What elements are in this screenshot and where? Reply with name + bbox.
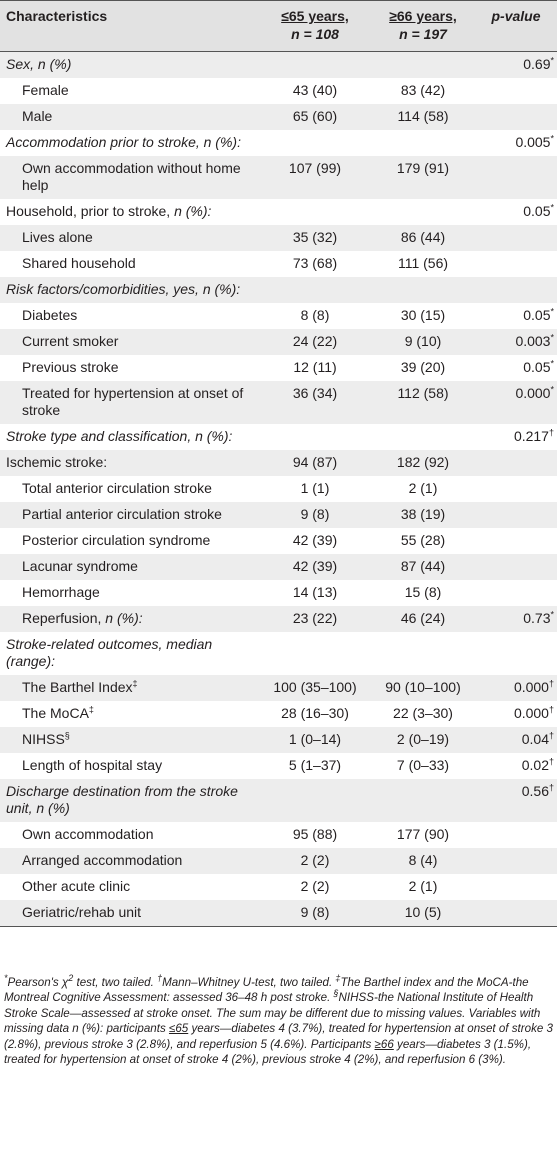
row-label-text: Own accommodation (22, 826, 154, 842)
table-row (0, 528, 557, 554)
p-value (479, 199, 557, 225)
p-value (479, 104, 557, 130)
group-young-value: 36 (34) (263, 381, 367, 424)
p-value (479, 753, 557, 779)
p-value-text: 0.69 (523, 56, 551, 72)
row-label-text: The Barthel Index (22, 679, 133, 695)
footnote-text: test, two tailed. (73, 976, 158, 989)
p-value-text: 0.73 (523, 610, 551, 626)
row-label-text: Stroke-related outcomes, median (range): (6, 636, 213, 669)
row-label (0, 329, 263, 355)
p-value (479, 450, 557, 476)
header-group-young-line1: ≤65 years, (281, 8, 349, 24)
p-value (479, 355, 557, 381)
group-old-value: 7 (0–33) (396, 757, 450, 773)
p-value-text: 0.02 (521, 757, 549, 773)
p-value-symbol: † (548, 678, 554, 689)
group-old-value: 182 (92) (367, 450, 479, 476)
p-value (479, 156, 557, 199)
table-row (0, 675, 557, 701)
group-old-value: 177 (90) (396, 826, 450, 842)
footnote-text: ≥66 (374, 1037, 394, 1051)
row-label-text: Posterior circulation syndrome (22, 532, 211, 548)
p-value-symbol: † (548, 427, 554, 438)
footnote-text: NIHSS-the National Institute of Health Stroke Scale—assessed at stroke onset. The sum may be different due to missing values. Variables with missing data n (%): participants (4, 991, 541, 1036)
table-row (0, 355, 557, 381)
p-value (479, 528, 557, 554)
group-old-value: 9 (10) (367, 329, 479, 355)
group-young-value (263, 52, 367, 79)
group-young-value: 43 (40) (292, 82, 338, 98)
row-label-text: Accommodation prior to stroke, n (%): (6, 134, 241, 150)
p-value-symbol: * (550, 55, 554, 66)
p-value-text: 0.04 (521, 731, 549, 747)
table-row (0, 822, 557, 848)
row-label (0, 104, 263, 130)
row-label (0, 130, 263, 156)
group-young-value (263, 199, 367, 225)
row-label-text: Sex, n (%) (6, 56, 72, 72)
table-row (0, 753, 557, 779)
row-label (0, 450, 263, 476)
row-label (0, 251, 263, 277)
row-label-text: Partial anterior circulation stroke (22, 506, 222, 522)
p-value-text: 0.000 (513, 679, 549, 695)
row-label-text: Hemorrhage (22, 584, 100, 600)
p-value (479, 822, 557, 848)
p-value-symbol: * (550, 202, 554, 213)
table-row (0, 554, 557, 580)
table-row (0, 476, 557, 502)
row-label-text: Length of hospital stay (22, 757, 163, 773)
row-label (0, 554, 263, 580)
p-value-text: 0.000 (515, 385, 551, 401)
row-label-italic: n (%): (174, 203, 212, 219)
group-old-value (367, 52, 479, 79)
group-old-value: 111 (56) (397, 255, 449, 271)
group-young-value: 100 (35–100) (263, 675, 367, 701)
row-label (0, 753, 263, 779)
group-old-value: 86 (44) (367, 225, 479, 251)
header-group-young-line2: n = 108 (291, 26, 339, 42)
group-young-value: 42 (39) (292, 532, 338, 548)
p-value (479, 900, 557, 927)
table-row (0, 727, 557, 753)
p-value-symbol: * (550, 306, 554, 317)
header-group-old-line2: n = 197 (399, 26, 447, 42)
group-old-value (367, 779, 479, 822)
group-old-value: 39 (20) (400, 359, 446, 375)
group-old-value: 15 (8) (404, 584, 442, 600)
group-old-value: 22 (3–30) (393, 705, 453, 721)
row-label-text: Ischemic stroke: (6, 454, 108, 470)
p-value-symbol: † (548, 782, 554, 793)
p-value (479, 874, 557, 900)
footnote-text: Mann–Whitney U-test, two tailed. (162, 976, 336, 989)
table-row (0, 606, 557, 632)
header-characteristics: Characteristics (0, 1, 263, 52)
row-label (0, 502, 263, 528)
p-value (479, 251, 557, 277)
p-value (479, 580, 557, 606)
row-label-text: Reperfusion, (22, 610, 102, 626)
row-label-text: Current smoker (22, 333, 119, 349)
p-value (479, 78, 557, 104)
group-old-value: 114 (58) (367, 104, 479, 130)
group-old-value: 179 (91) (367, 156, 479, 199)
group-young-value: 2 (2) (263, 848, 367, 874)
row-label-italic: n (%): (105, 610, 143, 626)
table-row (0, 580, 557, 606)
row-label (0, 848, 263, 874)
group-old-value: 10 (5) (367, 900, 479, 927)
table-row (0, 199, 557, 225)
group-old-value: 55 (28) (400, 532, 446, 548)
group-old-value (367, 632, 479, 675)
p-value-symbol: * (550, 384, 554, 395)
p-value (479, 277, 557, 303)
table-row (0, 450, 557, 476)
header-group-young (263, 1, 367, 52)
table-row (0, 52, 557, 79)
p-value (479, 632, 557, 675)
group-old-value: 8 (4) (367, 848, 479, 874)
p-value (479, 848, 557, 874)
p-value (479, 701, 557, 727)
p-value-text: 0.000 (513, 705, 549, 721)
row-label (0, 675, 263, 701)
p-value-symbol: * (550, 609, 554, 620)
table-row (0, 130, 557, 156)
footnote-text: years—diabetes 4 (3.7%), treated for hypertension at onset of stroke 3 (2.8%), previous stroke 3 (2.8%), and reperfusion 5 (4.6%). Participants (4, 1022, 553, 1051)
group-young-value (263, 424, 367, 450)
table-header (0, 1, 557, 52)
row-label (0, 52, 263, 79)
row-label (0, 424, 263, 450)
group-young-value: 14 (13) (292, 584, 338, 600)
row-label-text: Male (22, 108, 53, 124)
footnote-text: years—diabetes 3 (1.5%), treated for hypertension at onset of stroke 4 (2%), previous stroke 4 (2%), and reperfusion 6 (3%). (4, 1037, 532, 1067)
row-label-text: Diabetes (22, 307, 78, 323)
group-old-value (367, 130, 479, 156)
row-label (0, 355, 263, 381)
row-label-text: Lacunar syndrome (22, 558, 138, 574)
table-row (0, 900, 557, 927)
table-footnote (0, 975, 557, 1067)
row-label (0, 381, 263, 424)
row-label (0, 874, 263, 900)
p-value (479, 606, 557, 632)
row-label-symbol: ‡ (88, 704, 94, 715)
p-value-symbol: * (550, 133, 554, 144)
row-label-text: Risk factors/comorbidities, yes, n (%): (6, 281, 241, 297)
p-value (479, 381, 557, 424)
p-value-symbol: † (548, 730, 554, 741)
footnote-symbol: § (333, 988, 339, 999)
group-old-value: 83 (42) (400, 82, 446, 98)
group-old-value: 38 (19) (367, 502, 479, 528)
table-row (0, 225, 557, 251)
group-young-value: 94 (87) (263, 450, 367, 476)
footnote-text: The Barthel index and the MoCA-the Montreal Cognitive Assessment: assessed 36–48 h post stroke. (4, 976, 529, 1005)
p-value (479, 727, 557, 753)
table-row (0, 156, 557, 199)
p-value-text: 0.05 (523, 307, 551, 323)
row-label (0, 277, 263, 303)
p-value (479, 476, 557, 502)
p-value-symbol: † (548, 756, 554, 767)
group-old-value: 2 (1) (408, 878, 438, 894)
row-label-text: Household, prior to stroke, (6, 203, 171, 219)
group-young-value: 2 (2) (300, 878, 330, 894)
group-old-value: 46 (24) (367, 606, 479, 632)
p-value (479, 130, 557, 156)
footnote-symbol: † (157, 973, 163, 984)
group-young-value: 24 (22) (263, 329, 367, 355)
p-value (479, 329, 557, 355)
p-value (479, 502, 557, 528)
group-young-value: 5 (1–37) (288, 757, 342, 773)
group-young-value (263, 632, 367, 675)
row-label (0, 225, 263, 251)
table-row (0, 277, 557, 303)
row-label (0, 580, 263, 606)
table-row (0, 779, 557, 822)
row-label-symbol: § (64, 730, 70, 741)
footnote-text: ≤65 (168, 1022, 189, 1036)
group-young-value: 9 (8) (263, 900, 367, 927)
p-value-text: 0.217 (513, 428, 549, 444)
footnote-superscript: 2 (68, 973, 74, 984)
group-old-value (367, 199, 479, 225)
group-old-value: 90 (10–100) (367, 675, 479, 701)
table-row (0, 848, 557, 874)
row-label-text: The MoCA (22, 705, 89, 721)
group-young-value: 1 (0–14) (263, 727, 367, 753)
row-label (0, 632, 263, 675)
row-label (0, 606, 263, 632)
group-young-value: 9 (8) (263, 502, 367, 528)
row-label (0, 822, 263, 848)
table-row (0, 502, 557, 528)
table-row (0, 701, 557, 727)
row-label (0, 528, 263, 554)
row-label-text: Female (22, 82, 69, 98)
row-label-text: Other acute clinic (22, 878, 131, 894)
group-old-value (367, 277, 479, 303)
row-label (0, 303, 263, 329)
p-value (479, 52, 557, 79)
table-row (0, 78, 557, 104)
row-label (0, 701, 263, 727)
header-group-old (367, 1, 479, 52)
row-label (0, 78, 263, 104)
p-value (479, 303, 557, 329)
row-label-text: Own accommodation without home help (22, 160, 241, 193)
table-row (0, 303, 557, 329)
p-value-text: 0.56 (521, 783, 549, 799)
footnote-text: Pearson's χ (7, 976, 69, 989)
p-value-symbol: * (550, 358, 554, 369)
p-value (479, 225, 557, 251)
group-young-value: 12 (11) (293, 359, 337, 375)
group-young-value: 28 (16–30) (281, 705, 349, 721)
table-body (0, 52, 557, 927)
group-young-value: 73 (68) (292, 255, 338, 271)
row-label-text: NIHSS (22, 731, 65, 747)
group-young-value (263, 130, 367, 156)
row-label (0, 199, 263, 225)
row-label-text: Treated for hypertension at onset of stroke (22, 385, 244, 418)
table-row (0, 381, 557, 424)
group-young-value: 1 (1) (300, 480, 330, 496)
p-value (479, 424, 557, 450)
group-young-value: 42 (39) (263, 554, 367, 580)
group-young-value: 65 (60) (263, 104, 367, 130)
p-value-symbol: * (550, 332, 554, 343)
p-value-text: 0.003 (515, 333, 551, 349)
group-young-value: 8 (8) (300, 307, 330, 323)
row-label (0, 900, 263, 927)
row-label-text: Discharge destination from the stroke unit, n (%) (6, 783, 238, 816)
row-label-text: Stroke type and classification, n (%): (6, 428, 233, 444)
group-old-value: 2 (1) (408, 480, 438, 496)
p-value (479, 779, 557, 822)
p-value-text: 0.005 (515, 134, 551, 150)
row-label-text: Geriatric/rehab unit (22, 904, 142, 920)
p-value (479, 675, 557, 701)
row-label (0, 779, 263, 822)
group-young-value: 95 (88) (292, 826, 338, 842)
group-old-value: 2 (0–19) (367, 727, 479, 753)
group-old-value (367, 424, 479, 450)
row-label-symbol: ‡ (132, 678, 138, 689)
table-row (0, 104, 557, 130)
row-label-text: Arranged accommodation (22, 852, 183, 868)
row-label-text: Total anterior circulation stroke (22, 480, 212, 496)
table-row (0, 632, 557, 675)
p-value-text: 0.05 (523, 359, 551, 375)
row-label (0, 727, 263, 753)
table-row (0, 424, 557, 450)
row-label (0, 476, 263, 502)
header-group-old-line1: ≥66 years, (389, 8, 457, 24)
table-row (0, 874, 557, 900)
group-old-value: 112 (58) (367, 381, 479, 424)
group-old-value: 30 (15) (400, 307, 446, 323)
p-value-symbol: † (548, 704, 554, 715)
group-young-value: 23 (22) (263, 606, 367, 632)
header-pvalue: p-value (479, 1, 557, 52)
row-label-text: Lives alone (22, 229, 93, 245)
table-row (0, 329, 557, 355)
p-value-text: 0.05 (523, 203, 551, 219)
footnote-symbol: * (4, 973, 8, 984)
group-old-value: 87 (44) (367, 554, 479, 580)
row-label-text: Previous stroke (22, 359, 119, 375)
footnote-symbol: ‡ (335, 973, 341, 984)
group-young-value (263, 779, 367, 822)
p-value (479, 554, 557, 580)
group-young-value: 35 (32) (263, 225, 367, 251)
group-young-value: 107 (99) (263, 156, 367, 199)
table-row (0, 251, 557, 277)
group-young-value (263, 277, 367, 303)
row-label-text: Shared household (22, 255, 136, 271)
row-label (0, 156, 263, 199)
